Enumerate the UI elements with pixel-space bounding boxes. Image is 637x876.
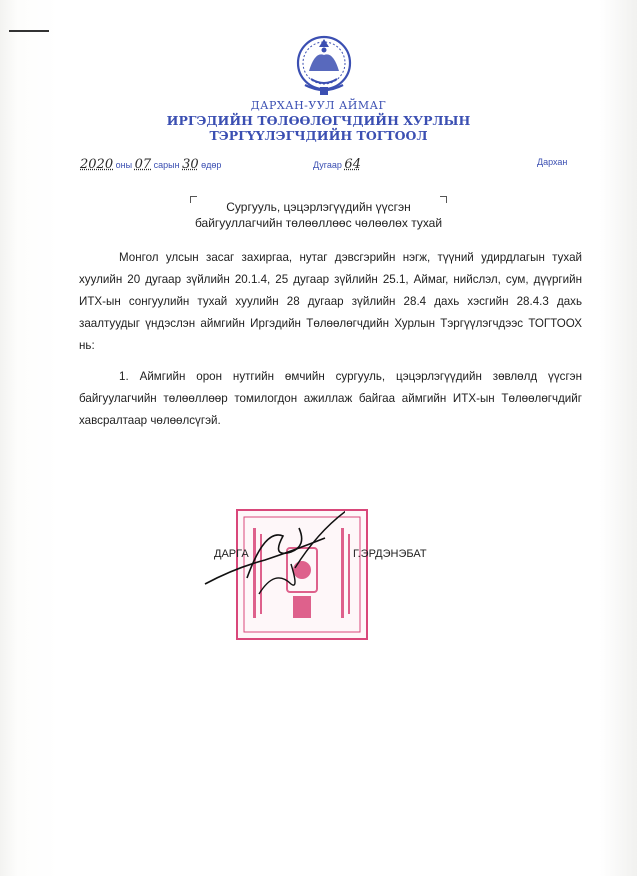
date-day-label: өдөр [201, 160, 222, 170]
decision-item-1: 1. Аймгийн орон нутгийн өмчийн сургууль, цэцэрлэгүүдийн зөвлөлд үүсгэн байгуулагчийн төлөөллөөр томилогдон ажиллаж байгаа аймгийн ИТХ-ын Төлөөлөгчдийг хавсралтаар чөлөөлсүгэй. [79, 370, 582, 427]
signatory-name: Г.ЭРДЭНЭБАТ [353, 548, 427, 560]
date-year: 2020 [80, 157, 114, 172]
state-emblem-icon [293, 33, 355, 99]
date-day: 30 [182, 157, 199, 172]
preamble-paragraph: Монгол улсын засаг захиргаа, нутаг дэвсгэрийн нэгж, түүний удирдлагын тухай хуулийн 20 дугаар зүйлийн 20.1.4, 25 дугаар зүйлийн 25.1, Аймаг, нийслэл, сум, дүүргийн ИТХ-ын сонгуулийн тухай хуулийн 28 дугаар зүйлийн 28.4 дахь хэсгийн 28.4.3 дахь заалтуудыг үндэслэн аймгийн Иргэдийн Төлөөлөгчдийн Хурлын Тэргүүлэгчдээс ТОГТООХ нь: [79, 251, 582, 352]
date-month: 07 [134, 157, 152, 172]
council-name-line1: ИРГЭДИЙН ТӨЛӨӨЛӨГЧДИЙН ХУРЛЫН [166, 113, 471, 128]
number-label: Дугаар [313, 160, 342, 170]
council-name-line2: ТЭРГҮҮЛЭГЧДИЙН ТОГТООЛ [209, 128, 428, 143]
place: Дархан [537, 157, 568, 167]
scan-mark [9, 30, 49, 32]
signatory-title: ДАРГА [214, 548, 249, 560]
resolution-number [313, 157, 361, 172]
date-line [80, 157, 221, 172]
subject-line2: байгууллагчийн төлөөллөөс чөлөөлөх тухай [194, 216, 443, 230]
number-value: 64 [344, 157, 361, 172]
subject-line1: Сургууль, цэцэрлэгүүдийн үүсгэн [226, 200, 411, 214]
date-month-label: сарын [153, 160, 180, 170]
aimag-name: ДАРХАН-УУЛ АЙМАГ [250, 99, 387, 112]
handwritten-signature [195, 498, 345, 598]
date-year-label: оны [115, 160, 133, 170]
